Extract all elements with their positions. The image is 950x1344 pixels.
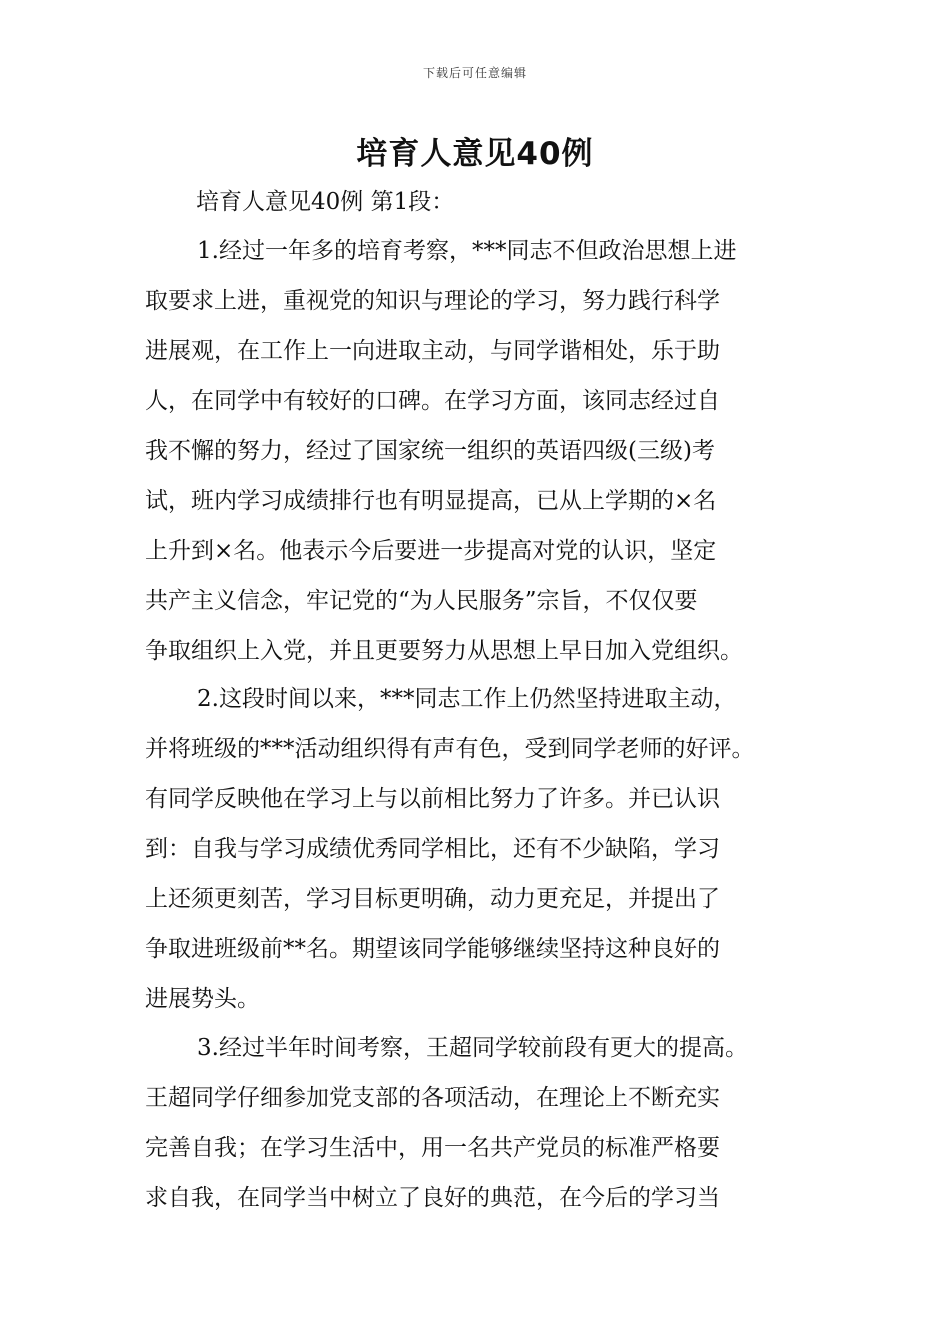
paragraph-line: 求自我，在同学当中树立了良好的典范，在今后的学习当: [145, 1185, 720, 1211]
paragraph-2: [145, 674, 809, 1024]
paragraph-line: 共产主义信念，牢记党的“为人民服务”宗旨，不仅仅要: [145, 588, 698, 614]
paragraph-line: 到：自我与学习成绩优秀同学相比，还有不少缺陷，学习: [145, 836, 720, 862]
paragraph-line: 争取组织上入党，并且更要努力从思想上早日加入党组织。: [145, 638, 743, 664]
paragraph-3: [145, 1023, 809, 1223]
paragraph-line: 1.经过一年多的培育考察，***同志不但政治思想上进: [197, 238, 737, 264]
paragraph-line: 并将班级的***活动组织得有声有色，受到同学老师的好评。: [145, 736, 755, 762]
paragraph-line: 完善自我；在学习生活中，用一名共产党员的标准严格要: [145, 1135, 720, 1161]
paragraph-line: 王超同学仔细参加党支部的各项活动，在理论上不断充实: [145, 1085, 720, 1111]
paragraph-1: [145, 226, 809, 676]
paragraph-line: 我不懈的努力，经过了国家统一组织的英语四级(三级)考: [145, 438, 715, 464]
paragraph-line: 进展观，在工作上一向进取主动，与同学谐相处，乐于助: [145, 338, 720, 364]
paragraph-line: 上升到×名。他表示今后要进一步提高对党的认识，坚定: [145, 538, 717, 564]
paragraph-line: 上还须更刻苦，学习目标更明确，动力更充足，并提出了: [145, 886, 720, 912]
paragraph-line: 取要求上进，重视党的知识与理论的学习，努力践行科学: [145, 288, 720, 314]
paragraph-line: 争取进班级前**名。期望该同学能够继续坚持这种良好的: [145, 936, 720, 962]
paragraph-line: 试，班内学习成绩排行也有明显提高，已从上学期的×名: [145, 488, 717, 514]
section-subtitle: 培育人意见40例 第1段：: [196, 189, 455, 215]
paragraph-line: 进展势头。: [145, 986, 260, 1012]
paragraph-line: 2.这段时间以来，***同志工作上仍然坚持进取主动，: [197, 686, 737, 712]
paragraph-line: 3.经过半年时间考察，王超同学较前段有更大的提高。: [197, 1035, 748, 1061]
page-title: 培育人意见40例: [356, 136, 594, 172]
paragraph-line: 人，在同学中有较好的口碑。在学习方面，该同志经过自: [145, 388, 720, 414]
header-note: 下载后可任意编辑: [422, 66, 527, 80]
paragraph-line: 有同学反映他在学习上与以前相比努力了许多。并已认识: [145, 786, 720, 812]
